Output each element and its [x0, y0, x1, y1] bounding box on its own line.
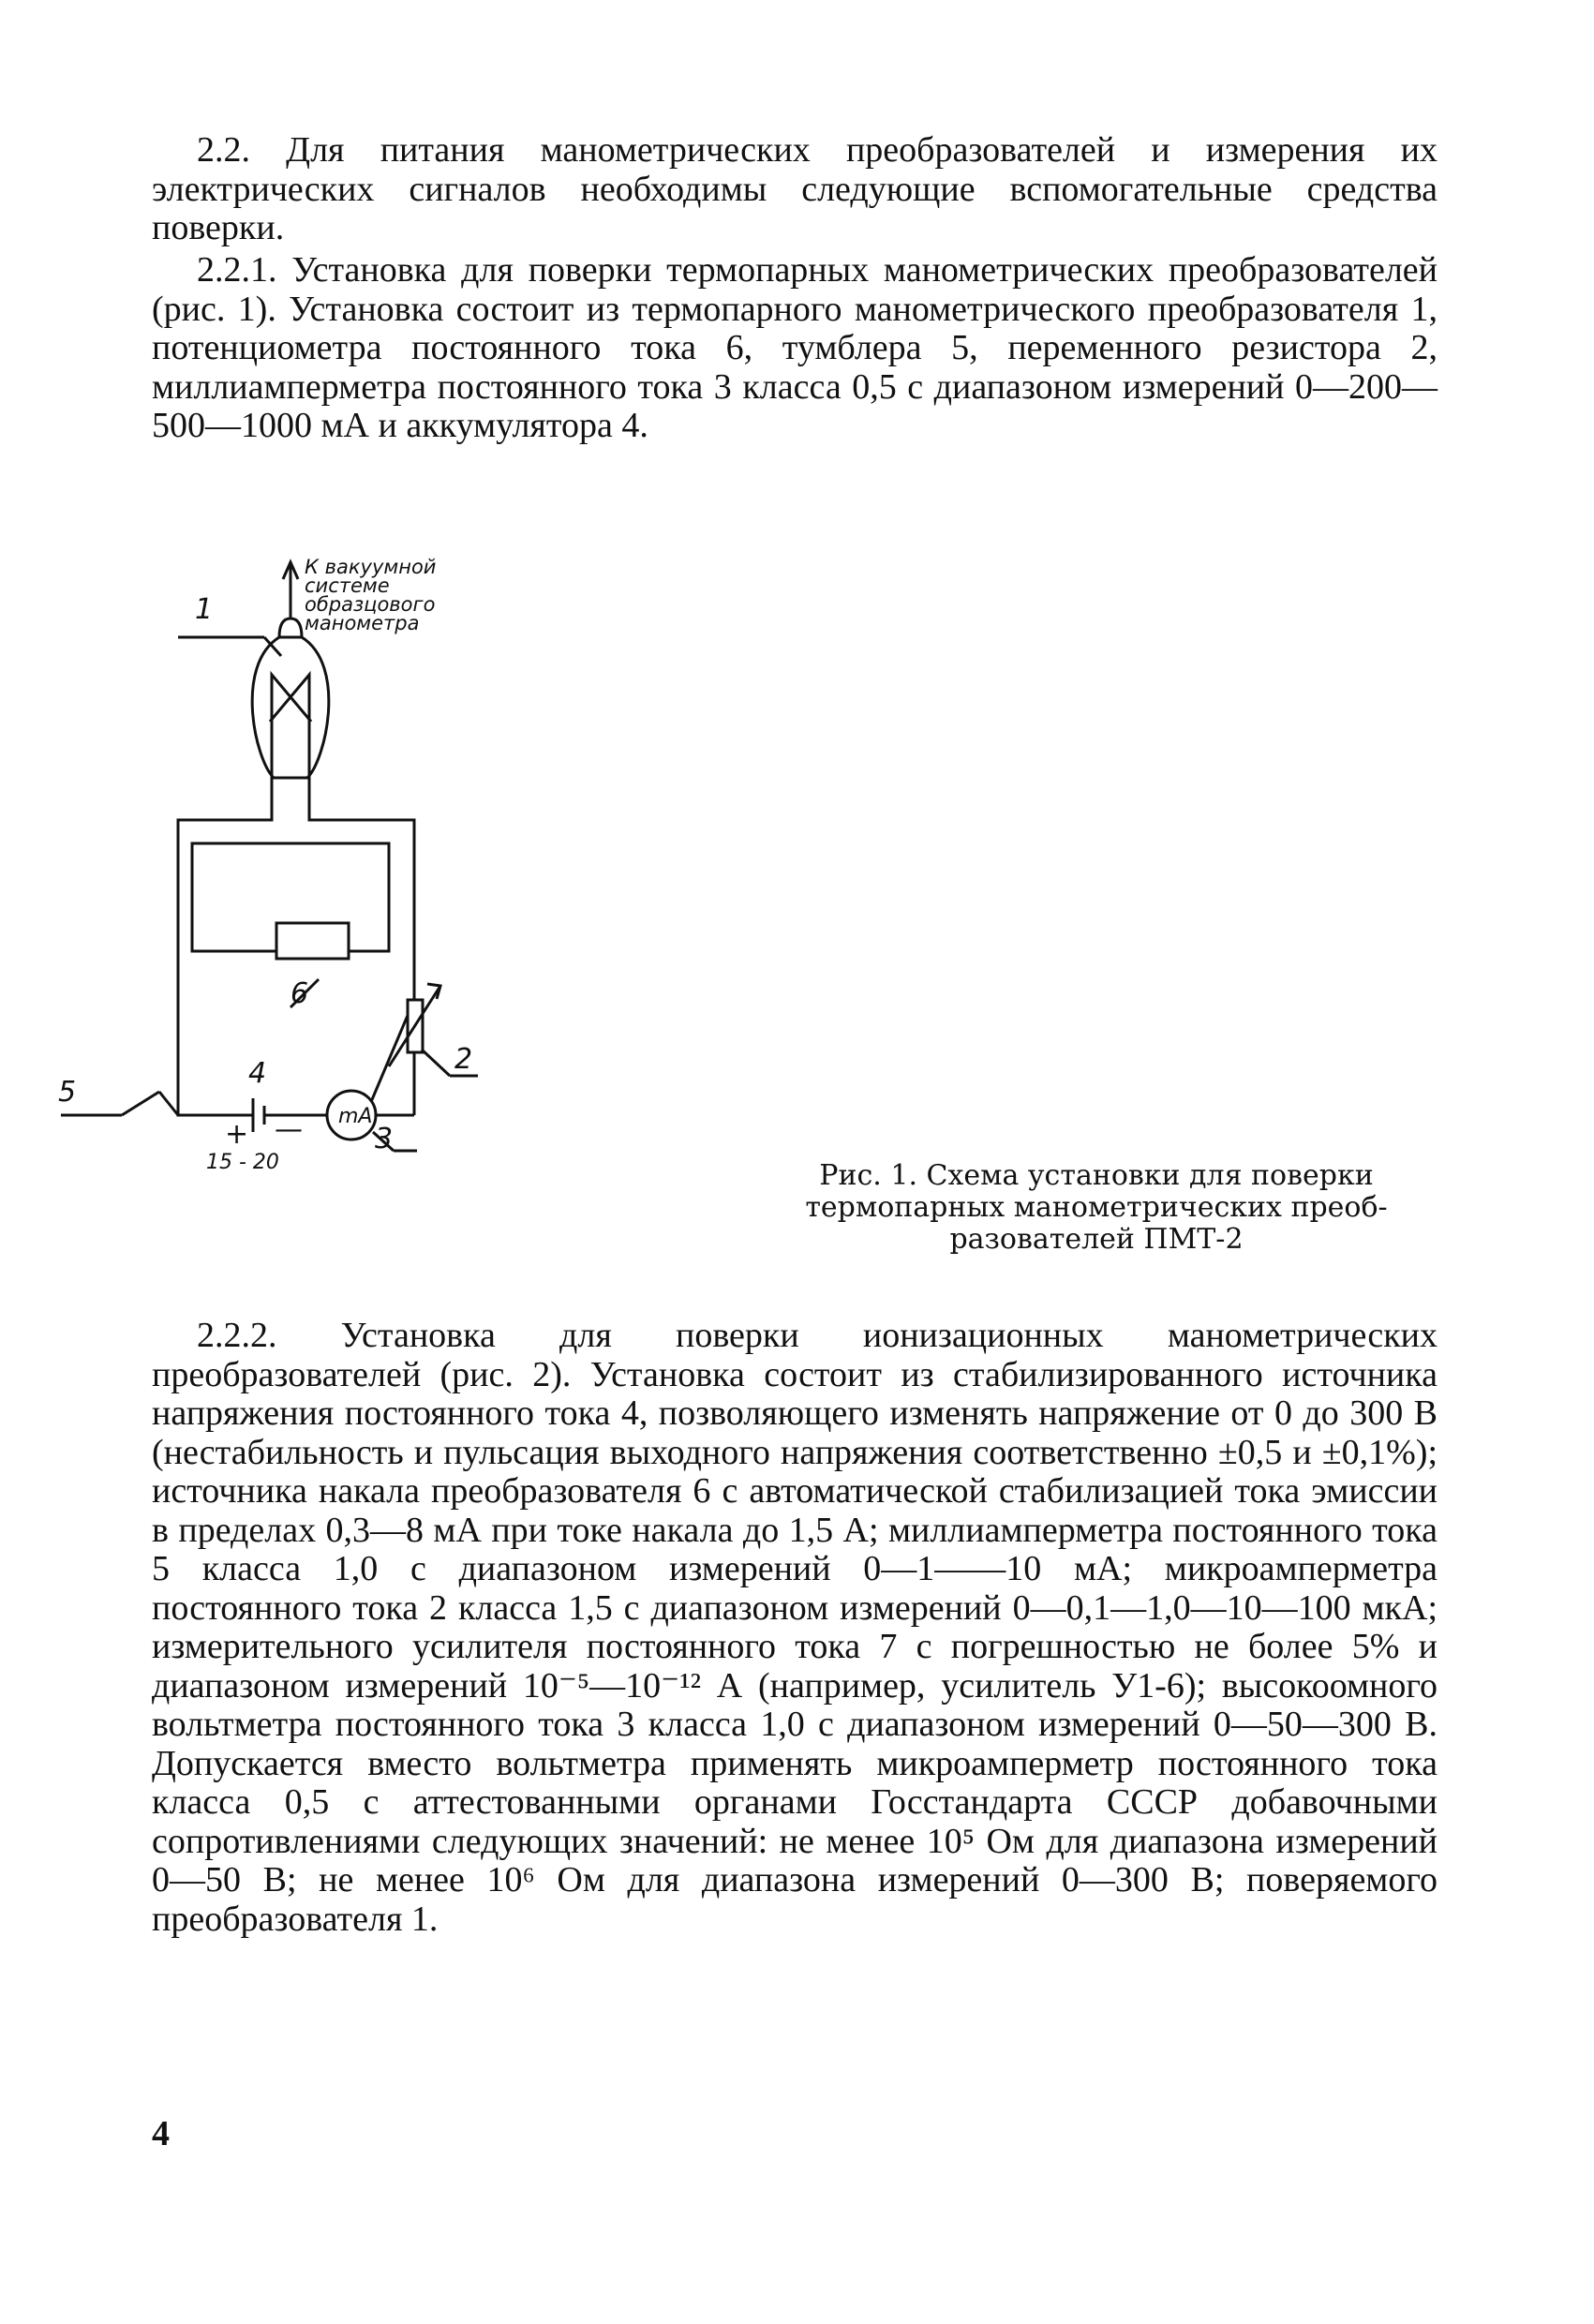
gauge-neck: [279, 618, 302, 637]
label-5: 5: [58, 1076, 77, 1109]
paragraph-2-2: 2.2. Для питания манометрических преобразователей и измерения их электрических сигналов необходимы следующие вспомогательные средства поверки.: [152, 130, 1438, 247]
milliammeter-label: mA: [338, 1105, 373, 1128]
toggle-switch-5: [159, 1092, 178, 1115]
potentiometer-6: [276, 923, 349, 959]
label-4: 4: [248, 1057, 267, 1090]
label-6: 6: [290, 977, 309, 1010]
page-number: 4: [152, 2114, 170, 2153]
annotation-line: К вакуумной: [305, 556, 437, 578]
circuit-svg: [58, 556, 759, 1246]
label-2: 2: [454, 1043, 473, 1076]
caption-line: разователей ПМТ-2: [949, 1223, 1244, 1256]
paragraph-2-2-1: 2.2.1. Установка для поверки термопарных манометрических преобразователей (рис. 1). Установка состоит из термопарного манометрического преобразователя 1, потенциометра постоянного тока 6, тумблера 5, переменного резистора 2, миллиамперметра постоянного тока 3 класса 0,5 с диапазоном измерений 0—200—500—1000 мА и аккумулятора 4.: [152, 250, 1438, 445]
thermocouple-wire-a: [270, 675, 309, 778]
battery-minus-label: —: [275, 1113, 303, 1146]
label-1: 1: [195, 593, 214, 626]
annotation-line: системе: [305, 574, 390, 597]
annotation-line: образцового: [305, 593, 436, 616]
thermocouple-wire-b: [272, 675, 311, 778]
figure-1-caption: [778, 1160, 1415, 1256]
vacuum-annotation: [305, 556, 436, 634]
gauge-bulb: [252, 637, 329, 778]
battery-plus-label: +: [225, 1118, 249, 1151]
label-3: 3: [375, 1123, 394, 1155]
battery-voltage-label: 15 - 20: [206, 1151, 279, 1174]
caption-line: термопарных манометрических преоб-: [805, 1191, 1388, 1224]
figure-1-circuit-diagram: [58, 556, 759, 1246]
paragraph-2-2-2: 2.2.2. Установка для поверки ионизационных манометрических преобразователей (рис. 2). Установка состоит из стабилизированного источника напряжения постоянного тока 4, позволяющего изменять напряжение от 0 до 300 В (нестабильность и пульсация выходного напряжения соответственно ±0,5 и ±0,1%); источника накала преобразователя 6 с автоматической стабилизацией тока эмиссии в пределах 0,3—8 мА при токе накала до 1,5 А; миллиамперметра постоянного тока 5 класса 1,0 с диапазоном измерений 0—1——10 мА; микроамперметра постоянного тока 2 класса 1,5 с диапазоном измерений 0—0,1—1,0—10—100 мкА; измерительного усилителя постоянного тока 7 с погрешностью не более 5% и диапазоном измерений 10⁻⁵—10⁻¹² А (например, усилитель У1-6); высокоомного вольтметра постоянного тока 3 класса 1,0 с диапазоном измерений 0—50—300 В. Допускается вместо вольтметра применять микроамперметр постоянного тока класса 0,5 с аттестованными органами Госстандарта СССР добавочными сопротивлениями следующих значений: не менее 10⁵ Ом для диапазона измерений 0—50 В; не менее 10⁶ Ом для диапазона измерений 0—300 В; поверяемого преобразователя 1.: [152, 1316, 1438, 1939]
caption-line: Рис. 1. Схема установки для поверки: [819, 1159, 1374, 1192]
annotation-line: манометра: [305, 612, 420, 634]
